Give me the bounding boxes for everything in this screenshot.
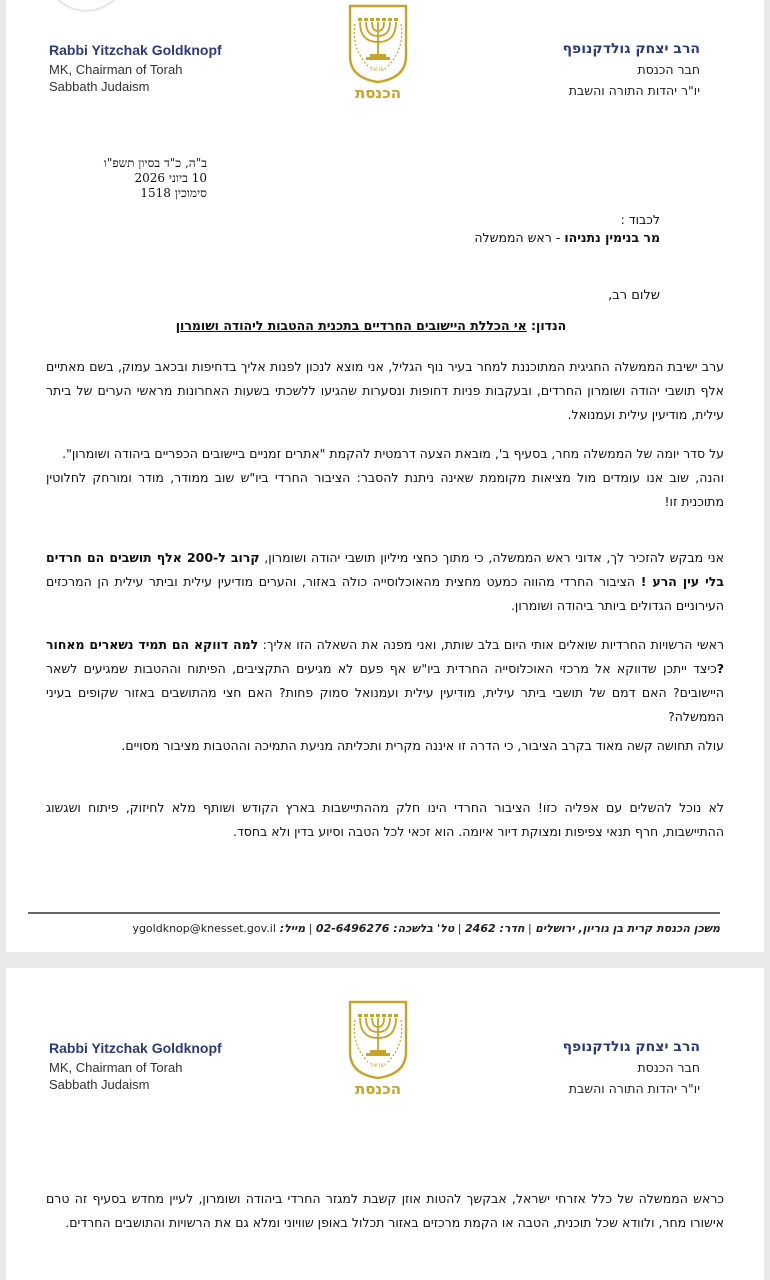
letterhead-title-he-1: חבר הכנסת — [637, 1060, 700, 1075]
letterhead-name-he: הרב יצחק גולדקנופף — [562, 1039, 700, 1055]
profile-circle — [46, 0, 126, 10]
letterhead-title-en-1: MK, Chairman of Torah — [49, 1060, 183, 1075]
letterhead-title-en-2: Sabbath Judaism — [49, 79, 150, 94]
gregorian-date: 10 ביוני 2026 — [134, 171, 207, 185]
letterhead-title-he-2: יו"ר יהדות התורה והשבת — [568, 1081, 700, 1096]
knesset-emblem-icon — [346, 4, 410, 108]
letterhead-title-en-1: MK, Chairman of Torah — [49, 62, 183, 77]
footer-divider — [28, 912, 720, 914]
hebrew-date: ב"ה, כ"ד בסיון תשפ"ו — [103, 156, 207, 170]
recipient-line — [474, 228, 660, 248]
emblem-caption: הכנסת — [354, 1080, 402, 1098]
footer-contact — [50, 922, 720, 935]
paragraph-4-text-c: כיצד ייתכן שדווקא אל מרכזי האוכלוסייה החרדית ביו"ש אף פעם לא מגיעים התקציבים, הפיתוח וההטבות שמגיעים לשאר היישובים? האם דמם של תושבי ביתר עילית, מודיעין עילית ועמנואל סמוק פחות? האם חצי מהתושבים באזור שקופים בעיני הממשלה? — [46, 661, 724, 724]
letter-page-1 — [6, 0, 764, 952]
paragraph-2-part-2: והנה, שוב אנו עומדים מול מציאות מקוממת שאינה ניתנת להסבר: הציבור החרדי ביו"ש שוב ממודר, מודר ומורחק לחלוטין מתוכנית זו! — [46, 470, 724, 509]
footer-phone: טל' בלשכה: 02-6496276 — [315, 922, 455, 935]
emblem-small-text: ישראל — [369, 66, 387, 73]
footer-separator: | — [454, 922, 466, 935]
paragraph-2-part-1: על סדר יומה של הממשלה מחר, בסעיף ב', מובאת הצעה דרמטית להקמת "אתרים זמניים ביישובים הכפריים ביהודה ושומרון". — [62, 446, 724, 461]
subject-line — [156, 318, 586, 333]
paragraph-3-bold: קרוב ל-200 אלף תושבים הם חרדים בלי עין הרע ! — [46, 550, 724, 589]
footer-email-label: מייל: — [275, 922, 306, 935]
paragraph-7: כראש הממשלה של כלל אזרחי ישראל, אבקשך להטות אוזן קשבת למגזר החרדי ביהודה ושומרון, לעיין מחדש בסעיף זה טרם אישורו מחר, ולוודא שכל תוכנית, הטבה או הקמת מרכזים באזור תכלול באופן שוויוני ומלא גם את הרשויות והתושבים החרדים. — [46, 1191, 724, 1230]
letterhead-title-en-2: Sabbath Judaism — [49, 1077, 150, 1092]
subject-text: אי הכללת היישובים החרדיים בתכנית ההטבות ליהודה ושומרון — [175, 318, 527, 333]
paragraph-3 — [46, 546, 724, 618]
paragraph-5: עולה תחושה קשה מאוד בקרב הציבור, כי הדרה זו איננה מקרית ותכליתה מניעת התמיכה וההטבות מציבור מסויים. — [121, 738, 724, 753]
reference-number: סימוכין 1518 — [140, 186, 207, 200]
emblem-caption: הכנסת — [354, 84, 402, 102]
paragraph-4-text-a: ראשי הרשויות החרדיות שואלים אותי היום בלב שותת, ואני מפנה את השאלה הזו אליך: — [258, 637, 724, 652]
letterhead-name-he: הרב יצחק גולדקנופף — [562, 41, 700, 57]
knesset-emblem-icon — [346, 1000, 410, 1104]
paragraph-4-bold: למה דווקא הם תמיד נשארים מאחור ? — [46, 637, 724, 676]
recipient-label: לכבוד : — [620, 212, 660, 227]
letter-page-2 — [6, 968, 764, 1280]
greeting: שלום רב, — [608, 288, 660, 303]
paragraph-4 — [46, 633, 724, 729]
subject-label: הנדון: — [526, 318, 567, 333]
footer-separator: | — [524, 922, 536, 935]
paragraph-1: ערב ישיבת הממשלה החגיגית המתוכננת למחר בעיר נוף הגליל, אני מוצא לנכון לפנות אליך בדחיפות ובכאב עמוק, בשם מאתיים אלף תושבי יהודה ושומרון החרדים, ובעקבות פניות דחופות ונסערות שהגיעו ללשכתי בשעות האחרונות מראשי הערים של ביתר עילית, מודיעין עילית ועמנואל. — [46, 359, 724, 422]
letterhead-title-he-2: יו"ר יהדות התורה והשבת — [568, 83, 700, 98]
paragraph-2 — [46, 442, 724, 514]
recipient-name: מר בנימין נתניהו — [564, 230, 660, 245]
letterhead-name-en: Rabbi Yitzchak Goldknopf — [49, 42, 222, 58]
letterhead-name-en: Rabbi Yitzchak Goldknopf — [49, 1040, 222, 1056]
footer-room: חדר: 2462 — [465, 922, 525, 935]
paragraph-3-text-a: אני מבקש להזכיר לך, אדוני ראש הממשלה, כי מתוך כחצי מיליון תושבי יהודה ושומרון, — [259, 550, 724, 565]
letterhead-title-he-1: חבר הכנסת — [637, 62, 700, 77]
footer-email-link[interactable]: ygoldknop@knesset.gov.il — [132, 922, 276, 935]
paragraph-3-text-c: הציבור החרדי מהווה כמעט מחצית מהאוכלוסייה כולה באזור, והערים מודיעין עילית וביתר עילית הן המרכזים העירוניים הגדולים ביותר ביהודה ושומרון. — [46, 574, 724, 613]
paragraph-6: לא נוכל להשלים עם אפליה כזו! הציבור החרדי הינו חלק מההתיישבות בארץ הקודש ושותף מלא לחיזוק, פיתוח ושגשוג ההתיישבות, חרף תנאי צפיפות ומצוקת דיור איומה. הוא זכאי לכל הטבה וסיוע בדין ולא בחסד. — [46, 800, 724, 839]
footer-separator: | — [305, 922, 316, 935]
emblem-small-text: ישראל — [369, 1062, 387, 1069]
recipient-title: - ראש הממשלה — [474, 230, 565, 245]
footer-address: משכן הכנסת קרית בן גוריון, ירושלים — [535, 922, 720, 935]
